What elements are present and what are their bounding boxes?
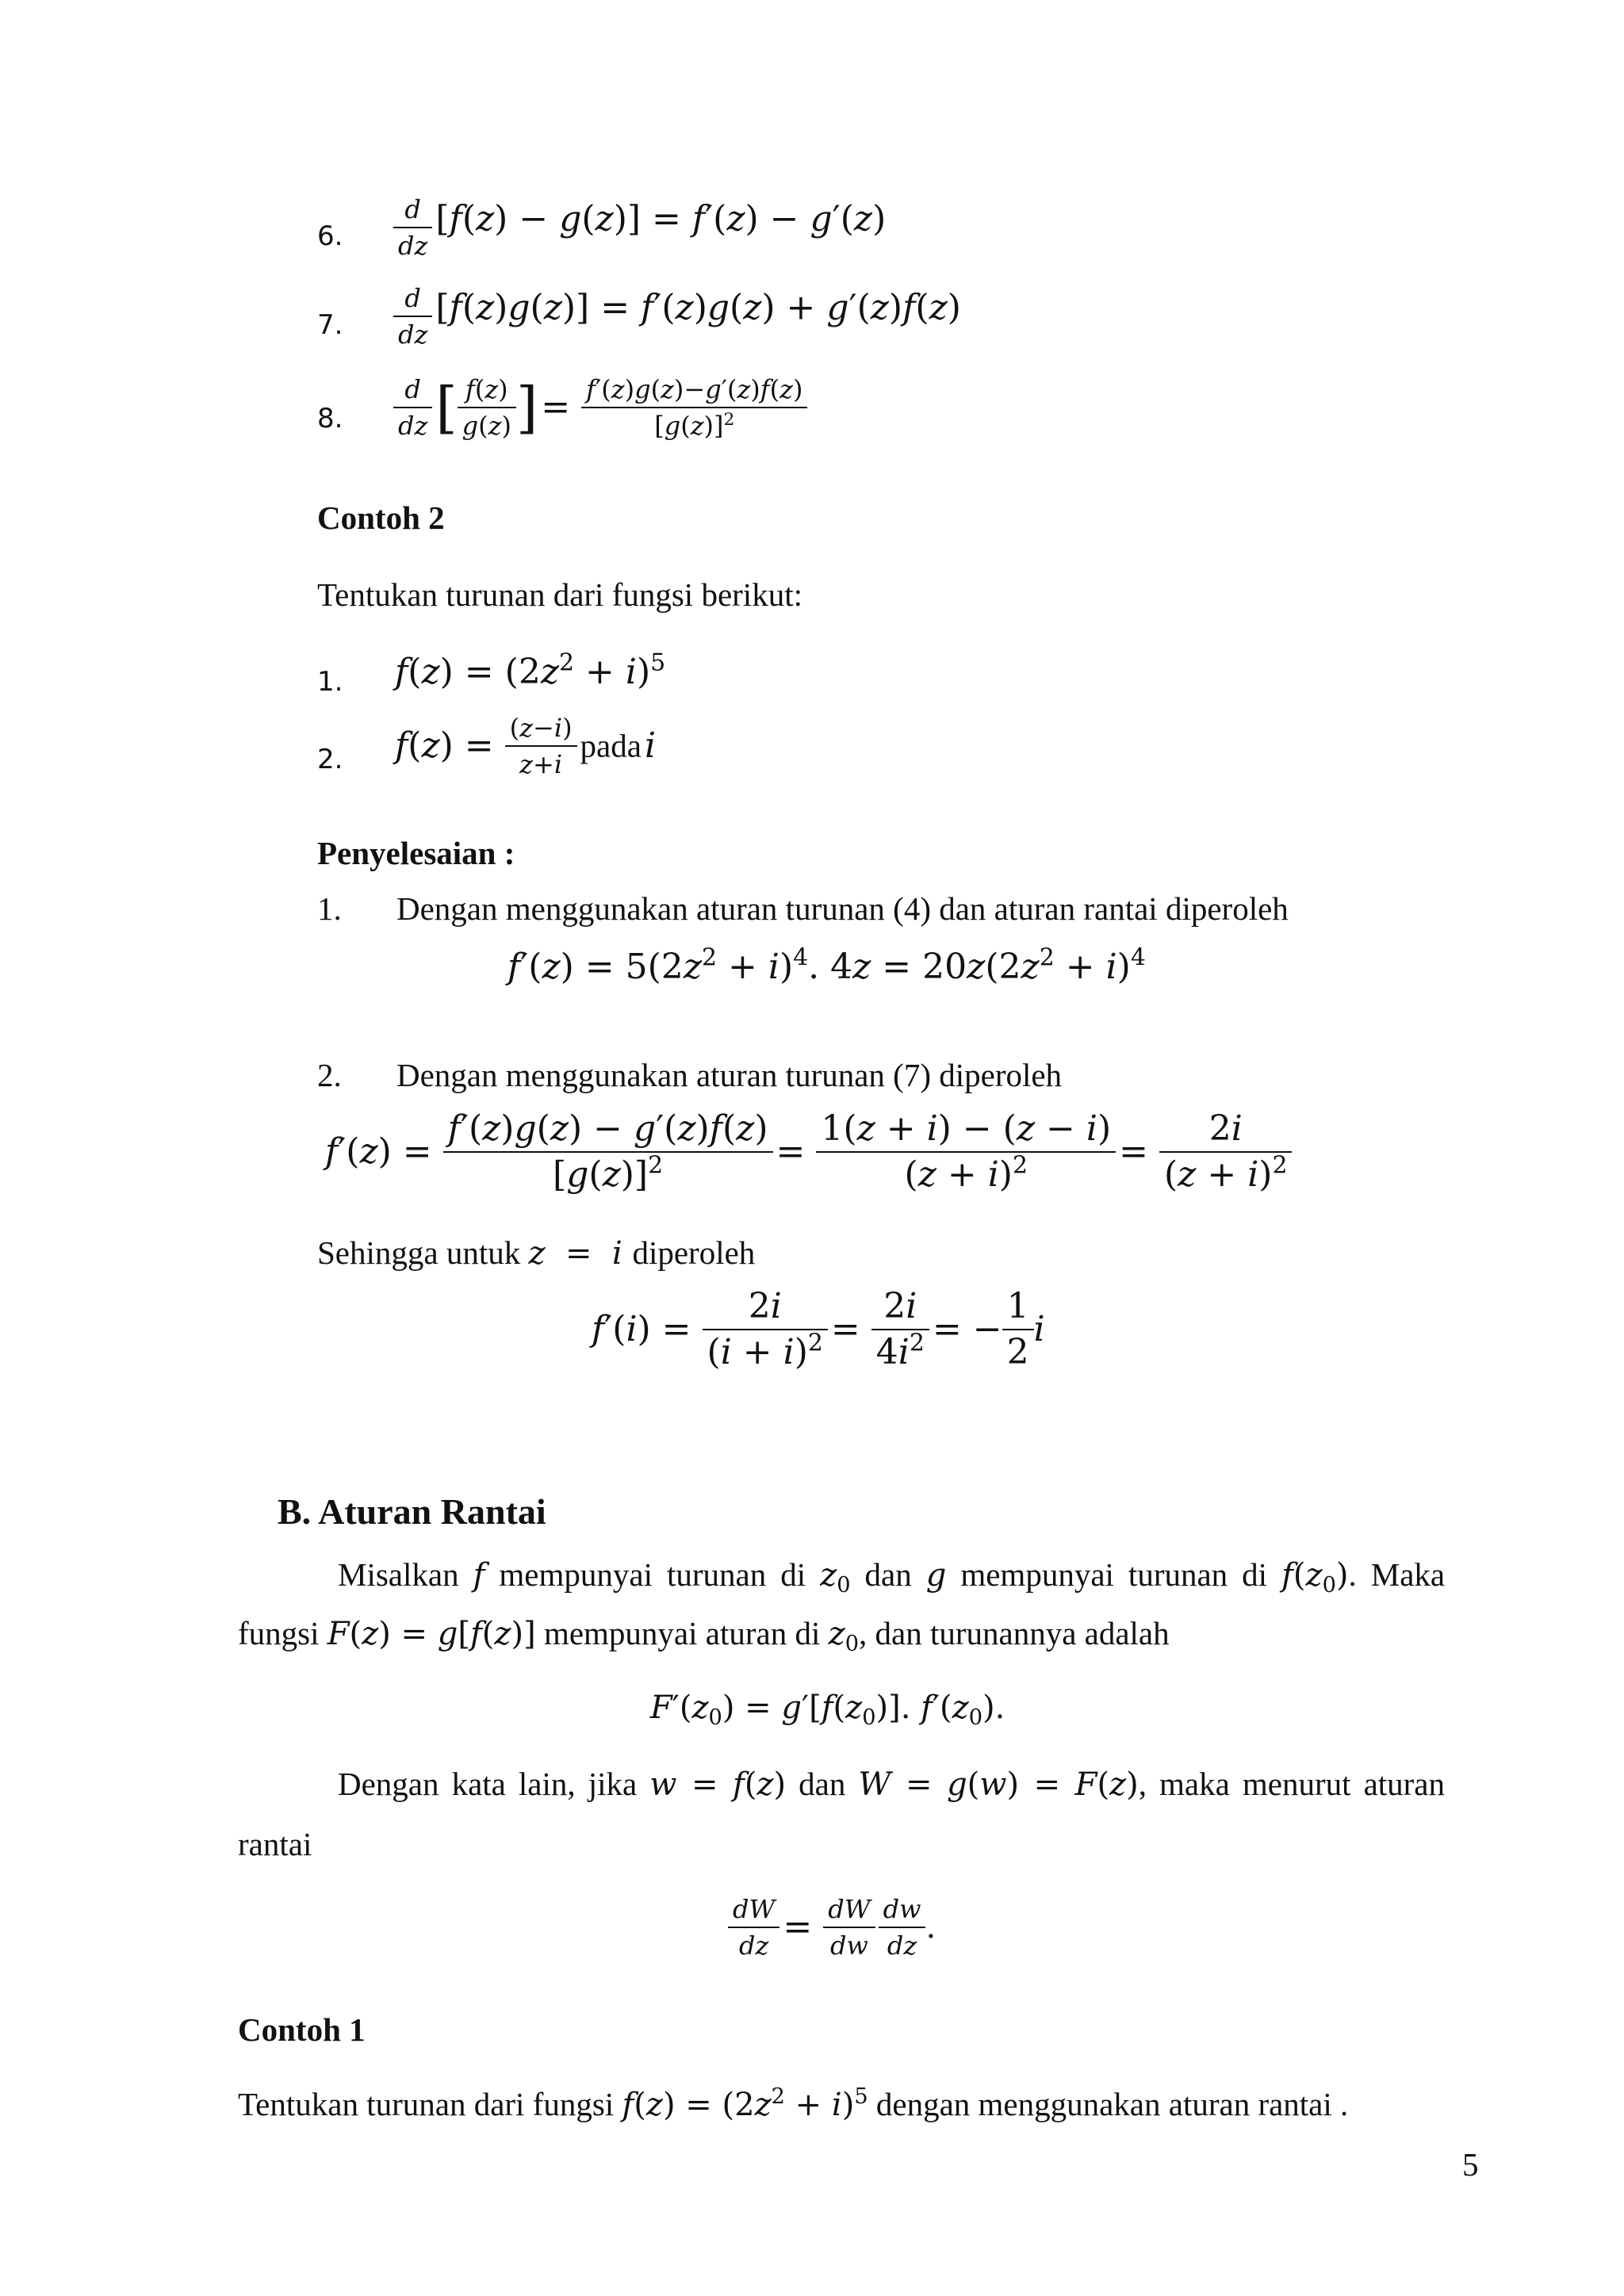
- section-b-paragraph-3: Dengan kata lain, jika w = f(z) dan W = g(w) = F(z), maka menurut aturan: [338, 1766, 1446, 1803]
- step-2-number: 2.: [317, 1057, 342, 1093]
- rantai-word: rantai: [238, 1826, 312, 1862]
- diperoleh-text: diperoleh: [632, 1234, 756, 1271]
- section-b-paragraph-1: Misalkan f mempunyai turunan di $z_0$ dan g mempunyai turunan di $f(z_0)$. Maka: [338, 1556, 1446, 1598]
- rule-6-formula: $\frac{d}{dz}$ [f(z) − g(z)] = f′(z) − g′(z): [393, 197, 886, 258]
- section-b-heading: B. Aturan Rantai: [278, 1491, 546, 1532]
- problem-1-number: 1.: [317, 666, 343, 698]
- problem-2-suffix: pada: [580, 727, 642, 764]
- step-1-result: $f'(z) = 5(2z^2 + i)^4$. $4z = 20z(2z^2 + i)^4$: [508, 943, 1146, 987]
- chain-rule-formula: $F'(z_0) = g'[f(z_0)]$. $f'(z_0)$.: [650, 1689, 1005, 1731]
- example-2-heading: Contoh 2: [317, 499, 445, 536]
- section-b-paragraph-2: fungsi F(z) = g[f(z)] mempunyai aturan di $z_0$, dan turunannya adalah: [238, 1615, 1170, 1657]
- leibniz-formula: $\frac{dW}{dz}$ = $\frac{dW}{dw}$ $\frac{dw}{dz}$ .: [728, 1896, 936, 1958]
- rule-7-number: 7.: [317, 309, 343, 341]
- step-1-text: Dengan menggunakan aturan turunan (4) dan aturan rantai diperoleh: [396, 890, 1289, 927]
- sehingga-line: Sehingga untuk z = i diperoleh: [317, 1234, 756, 1272]
- step-2-text: Dengan menggunakan aturan turunan (7) diperoleh: [396, 1057, 1063, 1093]
- example-1-heading: Contoh 1: [238, 2011, 366, 2048]
- rule-8-formula: $\frac{d}{dz}$ [ $\frac{f(z)}{g(z)}$ ] = $\frac{f'(z)g(z)-g'(z)f(z)}{[g(z)]^2}$: [393, 377, 807, 438]
- rule-6-number: 6.: [317, 220, 343, 252]
- problem-2-number: 2.: [317, 744, 343, 775]
- example-2-prompt: Tentukan turunan dari fungsi berikut:: [317, 576, 802, 613]
- sehingga-text: Sehingga untuk: [317, 1234, 521, 1271]
- example-1-text: Tentukan turunan dari fungsi $f(z) = (2z^2 + i)^5$ dengan menggunakan aturan rantai .: [238, 2084, 1349, 2123]
- page-number: 5: [1462, 2146, 1479, 2183]
- rule-8-number: 8.: [317, 403, 343, 434]
- value-at-i: f′(i) = $\frac{2i}{(i + i)^2}$ = $\frac{2i}{4i^2}$ = − $\frac{1}{2}$ i: [592, 1286, 1045, 1372]
- step-2-result: f′(z) = $\frac{f'(z)g(z) - g'(z)f(z)}{[g(z)]^2}$ = $\frac{1(z + i) - (z - i)}{(z + i)^2}$ = $\frac{2i}{(z + i)^2}$: [325, 1112, 1292, 1192]
- step-1-number: 1.: [317, 890, 342, 927]
- solution-heading: Penyelesaian :: [317, 835, 515, 871]
- problem-2-formula: f(z) = $\frac{(z-i)}{z+i}$ pada i: [395, 713, 657, 779]
- problem-1-formula: $f(z) = (2z^2 + i)^5$: [395, 649, 666, 692]
- rule-7-formula: $\frac{d}{dz}$ [f(z)g(z)] = f′(z)g(z) + g′(z)f(z): [393, 285, 961, 347]
